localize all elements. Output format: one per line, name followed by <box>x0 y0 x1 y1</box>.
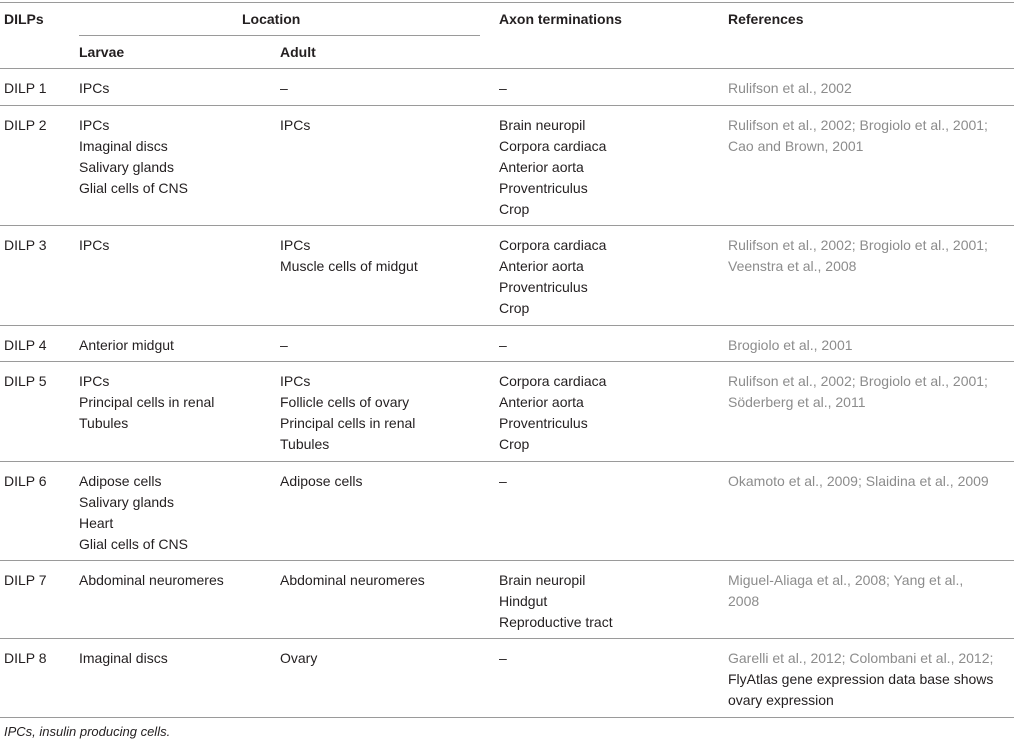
dilp-label: DILP 1 <box>4 80 47 96</box>
header-adult: Adult <box>280 44 316 60</box>
larvae-line: IPCs <box>79 117 110 133</box>
axon-line: Anterior aorta <box>499 258 584 274</box>
axon-line: Brain neuropil <box>499 572 586 588</box>
larvae-line: Abdominal neuromeres <box>79 572 224 588</box>
adult-cell <box>280 115 310 136</box>
references-line: FlyAtlas gene expression data base shows <box>728 671 994 687</box>
axon-cell <box>499 335 507 356</box>
adult-line: Principal cells in renal <box>280 415 416 431</box>
references-line: Okamoto et al., 2009; Slaidina et al., 2009 <box>728 473 989 489</box>
references-cell <box>728 648 993 711</box>
adult-line: Abdominal neuromeres <box>280 572 425 588</box>
adult-cell <box>280 335 288 356</box>
references-line: Rulifson et al., 2002 <box>728 80 852 96</box>
adult-line: IPCs <box>280 373 311 389</box>
adult-cell <box>280 471 363 492</box>
larvae-line: Tubules <box>79 415 129 431</box>
larvae-cell <box>79 115 188 199</box>
larvae-cell <box>79 371 214 434</box>
dilp-cell <box>4 78 47 99</box>
references-line: Rulifson et al., 2002; Brogiolo et al., 2001; <box>728 373 988 389</box>
larvae-line: IPCs <box>79 80 110 96</box>
dilp-label: DILP 5 <box>4 373 47 389</box>
dilp-label: DILP 8 <box>4 650 47 666</box>
references-cell <box>728 78 852 99</box>
references-line: Veenstra et al., 2008 <box>728 258 857 274</box>
adult-cell <box>280 78 288 99</box>
adult-cell <box>280 648 317 669</box>
adult-cell <box>280 570 425 591</box>
header-references: References <box>728 11 804 27</box>
axon-line: – <box>499 80 507 96</box>
larvae-line: Glial cells of CNS <box>79 180 188 196</box>
adult-line: – <box>280 337 288 353</box>
row-divider <box>0 361 1014 362</box>
axon-cell <box>499 78 507 99</box>
dilp-cell <box>4 335 47 356</box>
adult-line: – <box>280 80 288 96</box>
adult-line: Tubules <box>280 436 330 452</box>
larvae-line: Adipose cells <box>79 473 162 489</box>
references-line: Söderberg et al., 2011 <box>728 394 866 410</box>
axon-line: Proventriculus <box>499 279 588 295</box>
axon-line: Corpora cardiaca <box>499 138 607 154</box>
references-cell <box>728 471 989 492</box>
axon-line: Brain neuropil <box>499 117 586 133</box>
dilp-label: DILP 3 <box>4 237 47 253</box>
larvae-line: Glial cells of CNS <box>79 536 188 552</box>
row-divider <box>0 68 1014 69</box>
axon-line: Corpora cardiaca <box>499 237 607 253</box>
axon-cell <box>499 648 507 669</box>
adult-line: IPCs <box>280 237 311 253</box>
header-axon-terminations: Axon terminations <box>499 11 622 27</box>
references-line: 2008 <box>728 593 760 609</box>
adult-cell <box>280 235 418 277</box>
larvae-cell <box>79 648 168 669</box>
axon-cell <box>499 471 507 492</box>
row-divider <box>0 325 1014 326</box>
axon-cell <box>499 570 613 633</box>
axon-line: Crop <box>499 201 530 217</box>
adult-line: Ovary <box>280 650 318 666</box>
row-divider <box>0 461 1014 462</box>
larvae-line: Anterior midgut <box>79 337 174 353</box>
dilp-cell <box>4 648 47 669</box>
row-divider <box>0 560 1014 561</box>
references-cell <box>728 371 988 413</box>
references-line: Miguel-Aliaga et al., 2008; Yang et al., <box>728 572 964 588</box>
references-line: Garelli et al., 2012; Colombani et al., 2012; <box>728 650 994 666</box>
axon-cell <box>499 235 606 319</box>
references-line: Brogiolo et al., 2001 <box>728 337 853 353</box>
axon-line: Proventriculus <box>499 415 588 431</box>
adult-line: IPCs <box>280 117 311 133</box>
adult-line: Adipose cells <box>280 473 363 489</box>
dilp-label: DILP 7 <box>4 572 47 588</box>
larvae-line: IPCs <box>79 237 110 253</box>
dilp-label: DILP 4 <box>4 337 47 353</box>
references-line: ovary expression <box>728 692 834 708</box>
table-top-rule <box>0 2 1014 3</box>
references-cell <box>728 570 963 612</box>
larvae-cell <box>79 471 188 555</box>
axon-cell <box>499 371 606 455</box>
larvae-line: Heart <box>79 515 114 531</box>
references-line: Cao and Brown, 2001 <box>728 138 864 154</box>
adult-line: Muscle cells of midgut <box>280 258 418 274</box>
axon-line: – <box>499 337 507 353</box>
references-cell <box>728 115 988 157</box>
adult-cell <box>280 371 415 455</box>
references-cell <box>728 235 988 277</box>
dilp-cell <box>4 115 47 136</box>
header-dilps: DILPs <box>4 11 44 27</box>
larvae-line: IPCs <box>79 373 110 389</box>
dilp-cell <box>4 235 47 256</box>
axon-line: Anterior aorta <box>499 394 584 410</box>
dilp-cell <box>4 371 47 392</box>
row-divider <box>0 105 1014 106</box>
table-bottom-rule <box>0 717 1014 718</box>
axon-cell <box>499 115 606 220</box>
dilp-label: DILP 2 <box>4 117 47 133</box>
references-cell <box>728 335 853 356</box>
axon-line: – <box>499 473 507 489</box>
references-line: Rulifson et al., 2002; Brogiolo et al., 2001; <box>728 237 988 253</box>
location-underline <box>79 35 480 36</box>
row-divider <box>0 638 1014 639</box>
row-divider <box>0 225 1014 226</box>
axon-line: – <box>499 650 507 666</box>
axon-line: Corpora cardiaca <box>499 373 607 389</box>
larvae-line: Salivary glands <box>79 494 174 510</box>
header-location: Location <box>242 11 301 27</box>
larvae-cell <box>79 235 109 256</box>
adult-line: Follicle cells of ovary <box>280 394 410 410</box>
larvae-line: Imaginal discs <box>79 138 168 154</box>
axon-line: Hindgut <box>499 593 548 609</box>
axon-line: Proventriculus <box>499 180 588 196</box>
dilp-cell <box>4 471 47 492</box>
larvae-cell <box>79 335 174 356</box>
axon-line: Reproductive tract <box>499 614 613 630</box>
larvae-cell <box>79 570 224 591</box>
references-line: Rulifson et al., 2002; Brogiolo et al., 2001; <box>728 117 988 133</box>
dilp-cell <box>4 570 47 591</box>
axon-line: Crop <box>499 300 530 316</box>
axon-line: Crop <box>499 436 530 452</box>
larvae-cell <box>79 78 109 99</box>
dilp-label: DILP 6 <box>4 473 47 489</box>
header-larvae: Larvae <box>79 44 125 60</box>
larvae-line: Salivary glands <box>79 159 174 175</box>
larvae-line: Imaginal discs <box>79 650 168 666</box>
axon-line: Anterior aorta <box>499 159 584 175</box>
larvae-line: Principal cells in renal <box>79 394 215 410</box>
footnote: IPCs, insulin producing cells. <box>4 724 171 739</box>
